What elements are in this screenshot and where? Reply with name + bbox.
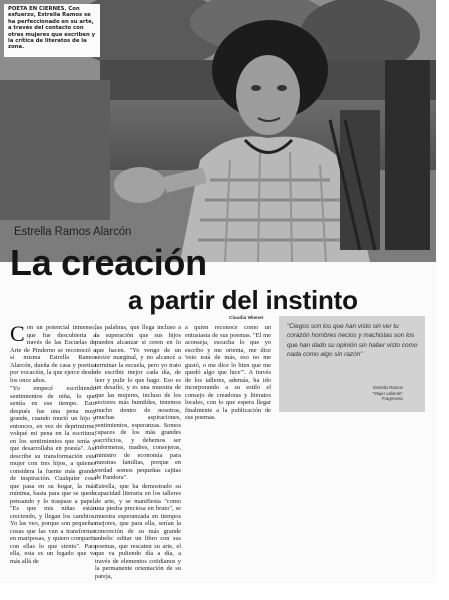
byline: Claudia Wiener: [229, 316, 264, 321]
article-photo: [0, 0, 436, 262]
pull-quote-note: Fragmento: [381, 396, 403, 402]
article-paragraph: a quien reconoce como un entusiasta de sus poemas. "El me aconseja, escucha lo que yo escribo y me orienta, me dice 'esto está de más, eso no me gustó, o me dice lo bien que me quedó algo que hice'". A través de los talleres, además, ha ido incorporando a su estilo el consejo de creadoras y literatos locales, con lo que espera llegar finalmente a la publicación de sus poemas.: [185, 324, 271, 421]
article-paragraph: las palabras, que llega incluso a la superación que sus hijos pueden alcanzar si creen en lo que hacen. "Yo vengo de un sector marginal, y no alcancé a terminar la escuela, pero yo trato de escribir mejor cada día, de leer y pulir lo que hago. Eso es un desafío, y es una muestra de que las mujeres, incluso de los sectores más humildes, tenemos mucho dentro de nosotras, muchas aspiraciones, sentimientos, esperanzas. Somos capaces de los más grandes sacrificios, y debemos ser enfermeras, madres, consejeras, ministro de economía para nuestras familias, porque en verdad somos pequeñas cajitas de Pandora".: [95, 324, 181, 481]
pull-quote-text: "Ciegos son los que han visto sin ver tu corazón hombres necios y machistas son los que han dado su opinión sin haber visto como nada como algo sin razón": [287, 323, 418, 359]
article-paragraph: Estrella, que ha demostrado su capacidad literaria en los talleres de arte, y se manifiesta "como una piedra preciosa en bruto", se muestra esperanzada en tiempos mejores, que para ella, serían la concreción de su más grande anhelo: editar un libro con sus poemas, que rescaten su arte, el que va puliendo día a día, a través de elementos cotidianos y la permanente orientación de su pareja,: [95, 482, 181, 580]
article-column-1: [10, 321, 96, 566]
page-margin-right: [437, 0, 449, 600]
article-column-3: [185, 324, 271, 423]
article-column-2: [95, 324, 181, 581]
pull-quote-attribution: [373, 385, 403, 402]
pull-quote-box: [279, 316, 425, 412]
pull-quote-author: Estrella Ramos: [373, 385, 403, 390]
drop-cap: C: [10, 321, 25, 346]
photo-caption: [4, 4, 100, 57]
article-paragraph: "Yo empecé escribiendo sentimientos de niña, lo que sentía en ese tiempo. Esto después fue una pena muy grande, cuando murió un hijo y entonces, en vez de deprimirme, volqué mi pena en la escritura, en los sentimientos que tenía y que desarrollaba en poesía". Así describe su transformación esta mujer con tres hijos, a quienes considera la fuente más grande de inspiración. Cualquier cosa que pasa en su hogar, la más mínima, basta para que se quede pensando y lo traspase a papel. "Es que mis niñas están creciendo, y llegan los cambios. Yo las veo, porque son pequeñas cosas que las van a transformar en mariposas, y quiero compartir con ellas lo que siento". Para ella, esta es un legado que va más allá de: [10, 385, 96, 565]
photo-caption-lead: POETA EN CIERNES.: [8, 6, 67, 12]
page-margin-bottom: [0, 583, 449, 600]
article-paragraph: [10, 321, 96, 384]
pull-quote-poem-title: "Mujer valiente": [372, 390, 403, 396]
article-text: on un potencial inmenso, que fue descubierta a través de las Escuelas de Arte de Pinderno se reconoció a sí misma Estrella Ramos Alarcón, dueña de casa y poetisa por vocación, la que ejerce desde los once años.: [10, 324, 96, 384]
photo-caption-body: Con esfuerzo, Estrella Ramos se ha perfeccionado en su arte, a través del contacto con otras mujeres que escriben y la crítica de literatos de la zona.: [8, 6, 96, 51]
headline-line-1: La creación: [10, 242, 207, 283]
photo-subject-name: Estrella Ramos Alarcón: [14, 226, 132, 238]
headline-line-2: a partir del instinto: [128, 285, 358, 315]
